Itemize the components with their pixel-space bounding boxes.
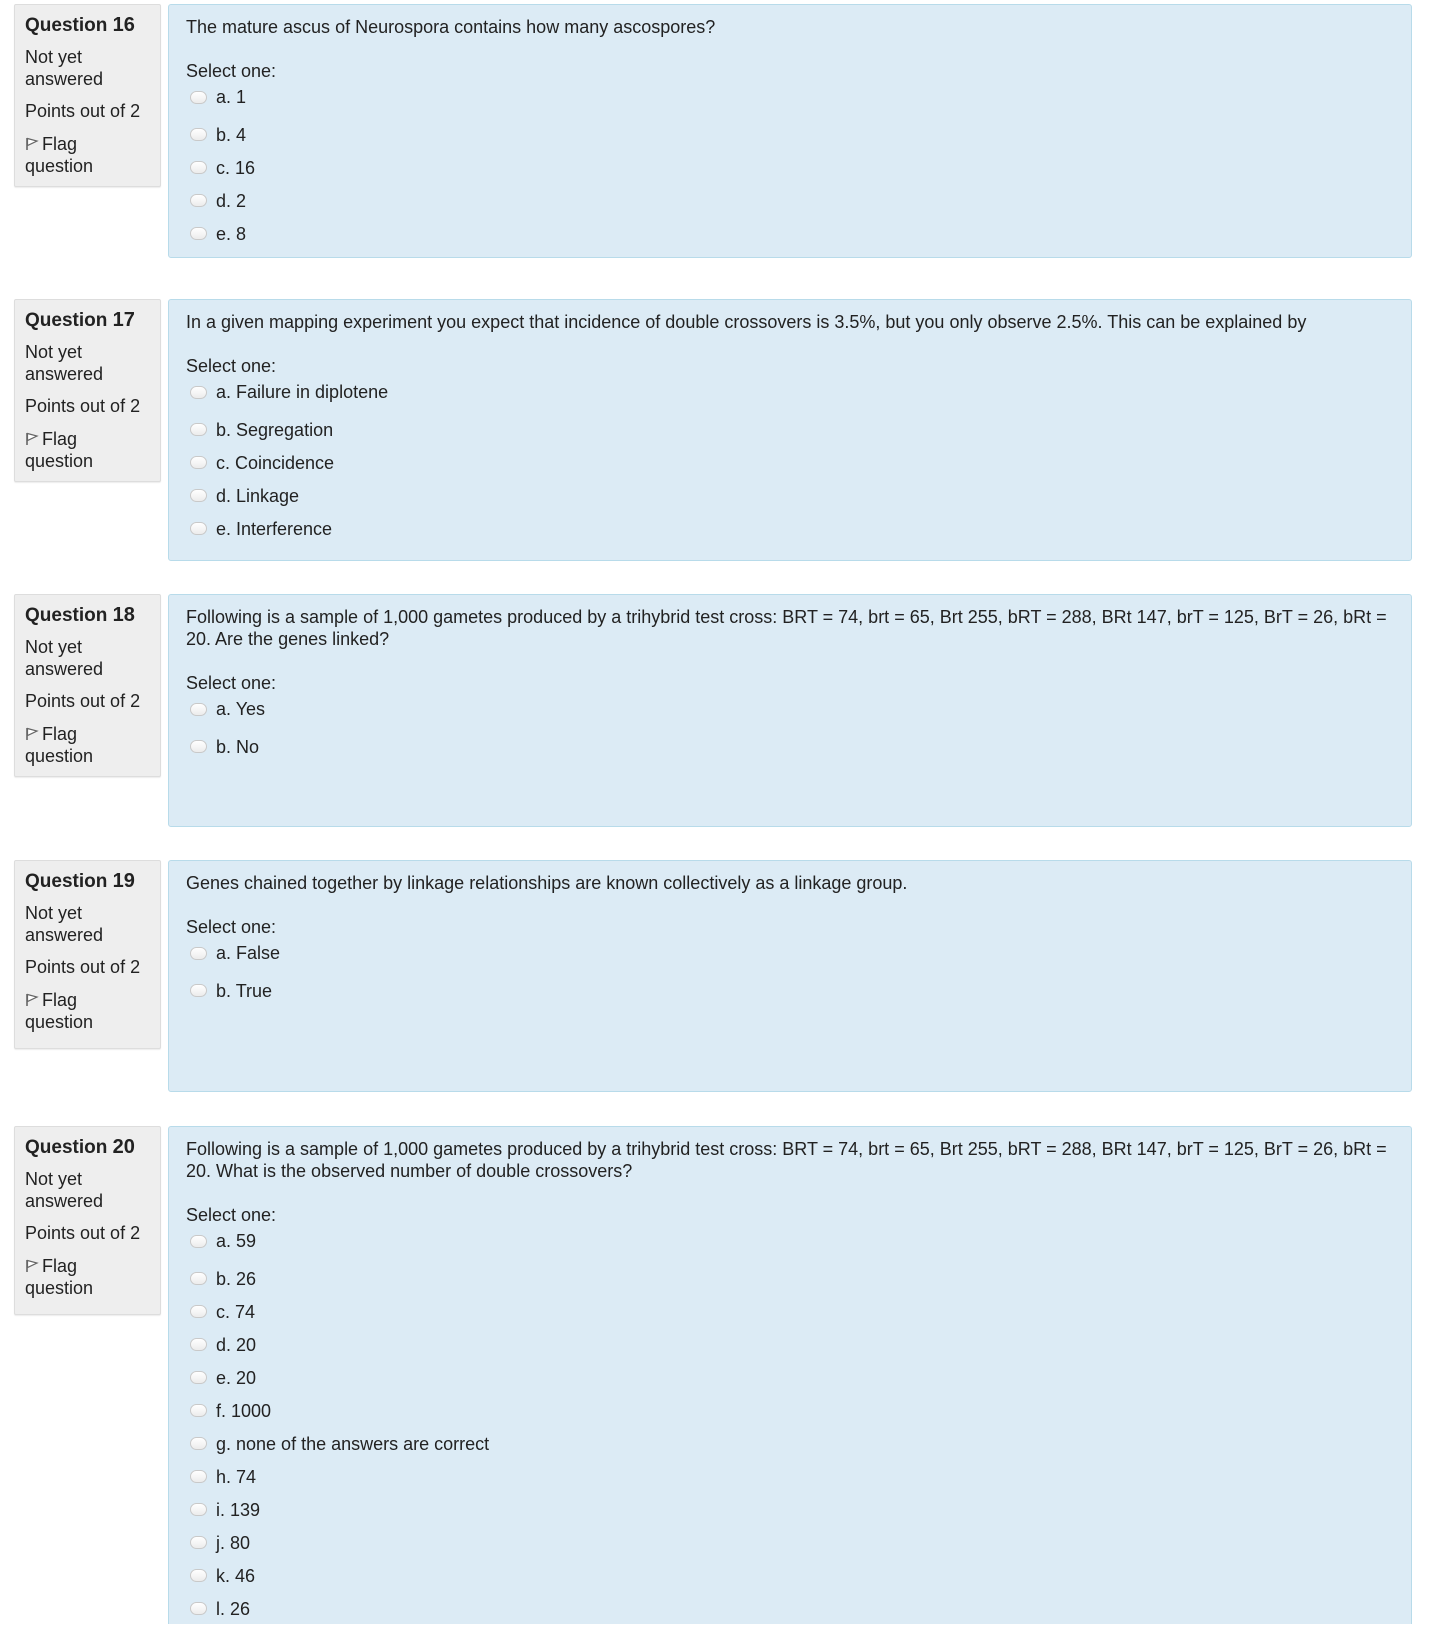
question-grade: Points out of 2 <box>25 101 141 121</box>
flag-question-link[interactable] <box>25 989 150 1033</box>
radio-button[interactable] <box>190 1602 207 1615</box>
radio-button[interactable] <box>190 740 207 753</box>
question-state: Not yet answered <box>25 342 104 384</box>
radio-button[interactable] <box>190 1338 207 1351</box>
radio-button[interactable] <box>190 1235 207 1248</box>
answer-option-label: h. 74 <box>216 1466 257 1487</box>
answer-option[interactable] <box>186 1460 1394 1493</box>
answer-option-label: l. 26 <box>216 1598 251 1619</box>
radio-button[interactable] <box>190 489 207 502</box>
question-text: In a given mapping experiment you expect that incidence of double crossovers is 3.5%, but you only observe 2.5%. This can be explained by <box>186 312 1307 332</box>
flag-question-link[interactable] <box>25 133 150 177</box>
question-content <box>168 594 1412 827</box>
answer-option-label: e. Interference <box>216 518 333 539</box>
radio-button[interactable] <box>190 1470 207 1483</box>
question-content <box>168 4 1412 258</box>
question-grade: Points out of 2 <box>25 1223 141 1243</box>
radio-button[interactable] <box>190 194 207 207</box>
radio-button[interactable] <box>190 522 207 535</box>
answer-option-label: a. Failure in diplotene <box>216 382 389 402</box>
flag-question-link[interactable] <box>25 723 150 767</box>
question-number-value: 17 <box>112 309 135 331</box>
question-state: Not yet answered <box>25 1169 104 1211</box>
answer-option[interactable] <box>186 730 1394 763</box>
question-text: The mature ascus of Neurospora contains how many ascospores? <box>186 17 716 37</box>
flag-icon <box>25 432 39 446</box>
select-one-prompt: Select one: <box>186 356 277 376</box>
radio-button[interactable] <box>190 1536 207 1549</box>
answer-option-label: a. Yes <box>216 699 266 719</box>
radio-button[interactable] <box>190 1569 207 1582</box>
answer-option[interactable] <box>186 512 1394 545</box>
answer-option[interactable] <box>186 1230 1394 1252</box>
flag-question-link[interactable] <box>25 1255 150 1299</box>
flag-icon <box>25 1259 39 1273</box>
answer-options <box>186 942 1394 1007</box>
question-state: Not yet answered <box>25 47 104 89</box>
flag-question-label: Flag question <box>25 429 94 471</box>
radio-button[interactable] <box>190 386 207 399</box>
answer-options <box>186 698 1394 763</box>
answer-option-label: b. 4 <box>216 124 247 145</box>
question-grade: Points out of 2 <box>25 396 141 416</box>
question-grade: Points out of 2 <box>25 957 141 977</box>
flag-question-label: Flag question <box>25 990 94 1032</box>
radio-button[interactable] <box>190 1503 207 1516</box>
answer-option[interactable] <box>186 1592 1394 1625</box>
flag-icon <box>25 727 39 741</box>
answer-option[interactable] <box>186 1328 1394 1361</box>
answer-option-label: e. 8 <box>216 223 247 244</box>
answer-option[interactable] <box>186 446 1394 479</box>
answer-option[interactable] <box>186 1493 1394 1526</box>
answer-option[interactable] <box>186 217 1394 250</box>
question-text: Genes chained together by linkage relationships are known collectively as a linkage group. <box>186 873 908 893</box>
radio-button[interactable] <box>190 984 207 997</box>
question-state: Not yet answered <box>25 637 104 679</box>
radio-button[interactable] <box>190 1371 207 1384</box>
flag-icon <box>25 993 39 1007</box>
answer-option-label: d. Linkage <box>216 485 300 506</box>
question-number-value: 16 <box>112 14 135 36</box>
radio-button[interactable] <box>190 1437 207 1450</box>
question-label: Question <box>25 15 108 36</box>
question-number <box>25 870 150 893</box>
question-number <box>25 14 150 37</box>
question-info <box>14 299 161 482</box>
radio-button[interactable] <box>190 1404 207 1417</box>
answer-option-label: g. none of the answers are correct <box>216 1433 490 1454</box>
question-number-value: 18 <box>112 604 135 626</box>
answer-option[interactable] <box>186 942 1394 964</box>
select-one-prompt: Select one: <box>186 61 277 81</box>
question-text: Following is a sample of 1,000 gametes produced by a trihybrid test cross: BRT = 74, brt = 65, Brt 255, bRT = 288, BRt 147, brT = 125, BrT = 26, bRt = 20. What is the observed number of double crossovers? <box>186 1139 1387 1181</box>
question-info <box>14 594 161 777</box>
question-number-value: 20 <box>112 1136 135 1158</box>
answer-option-label: d. 2 <box>216 190 247 211</box>
question-label: Question <box>25 1137 108 1158</box>
answer-option-label: f. 1000 <box>216 1400 272 1421</box>
question-grade: Points out of 2 <box>25 691 141 711</box>
answer-option[interactable] <box>186 86 1394 108</box>
question-number <box>25 604 150 627</box>
answer-option[interactable] <box>186 698 1394 720</box>
answer-option-label: j. 80 <box>216 1532 251 1553</box>
answer-option-label: a. 59 <box>216 1231 257 1251</box>
flag-question-label: Flag question <box>25 1256 94 1298</box>
answer-option-label: c. 16 <box>216 157 256 178</box>
answer-option[interactable] <box>186 118 1394 151</box>
select-one-prompt: Select one: <box>186 1205 277 1225</box>
question-state: Not yet answered <box>25 903 104 945</box>
answer-option-label: b. No <box>216 736 260 757</box>
question-content <box>168 1126 1412 1624</box>
radio-button[interactable] <box>190 423 207 436</box>
answer-option[interactable] <box>186 413 1394 446</box>
select-one-prompt: Select one: <box>186 917 277 937</box>
question-info <box>14 1126 161 1315</box>
answer-option[interactable] <box>186 1262 1394 1295</box>
question-info <box>14 4 161 187</box>
radio-button[interactable] <box>190 947 207 960</box>
question-number <box>25 1136 150 1159</box>
radio-button[interactable] <box>190 456 207 469</box>
answer-options <box>186 86 1394 250</box>
answer-option[interactable] <box>186 1526 1394 1559</box>
answer-option[interactable] <box>186 1394 1394 1427</box>
answer-option[interactable] <box>186 1559 1394 1592</box>
answer-option-label: b. True <box>216 980 273 1001</box>
answer-option[interactable] <box>186 1361 1394 1394</box>
flag-question-link[interactable] <box>25 428 150 472</box>
select-one-prompt: Select one: <box>186 673 277 693</box>
radio-button[interactable] <box>190 1272 207 1285</box>
question-content <box>168 860 1412 1092</box>
answer-option-label: i. 139 <box>216 1499 261 1520</box>
radio-button[interactable] <box>190 227 207 240</box>
radio-button[interactable] <box>190 161 207 174</box>
question-label: Question <box>25 605 108 626</box>
question-text: Following is a sample of 1,000 gametes produced by a trihybrid test cross: BRT = 74, brt = 65, Brt 255, bRT = 288, BRt 147, brT = 125, BrT = 26, bRt = 20. Are the genes linked? <box>186 607 1387 649</box>
question-content <box>168 299 1412 561</box>
answer-option-label: c. 74 <box>216 1301 256 1322</box>
answer-option-label: d. 20 <box>216 1334 257 1355</box>
answer-option[interactable] <box>186 974 1394 1007</box>
flag-question-label: Flag question <box>25 724 94 766</box>
answer-option[interactable] <box>186 1427 1394 1460</box>
answer-option-label: a. 1 <box>216 87 247 107</box>
question-info <box>14 860 161 1049</box>
radio-button[interactable] <box>190 91 207 104</box>
flag-icon <box>25 137 39 151</box>
answer-option-label: b. Segregation <box>216 419 334 440</box>
answer-options <box>186 1230 1394 1625</box>
question-label: Question <box>25 310 108 331</box>
answer-option[interactable] <box>186 151 1394 184</box>
answer-option-label: a. False <box>216 943 281 963</box>
radio-button[interactable] <box>190 1305 207 1318</box>
question-label: Question <box>25 871 108 892</box>
answer-option-label: b. 26 <box>216 1268 257 1289</box>
answer-option[interactable] <box>186 381 1394 403</box>
answer-option-label: k. 46 <box>216 1565 256 1586</box>
answer-options <box>186 381 1394 545</box>
answer-option[interactable] <box>186 184 1394 217</box>
question-number <box>25 309 150 332</box>
flag-question-label: Flag question <box>25 134 94 176</box>
answer-option[interactable] <box>186 479 1394 512</box>
question-number-value: 19 <box>112 870 135 892</box>
radio-button[interactable] <box>190 703 207 716</box>
answer-option[interactable] <box>186 1295 1394 1328</box>
answer-option-label: c. Coincidence <box>216 452 335 473</box>
answer-option-label: e. 20 <box>216 1367 257 1388</box>
radio-button[interactable] <box>190 128 207 141</box>
